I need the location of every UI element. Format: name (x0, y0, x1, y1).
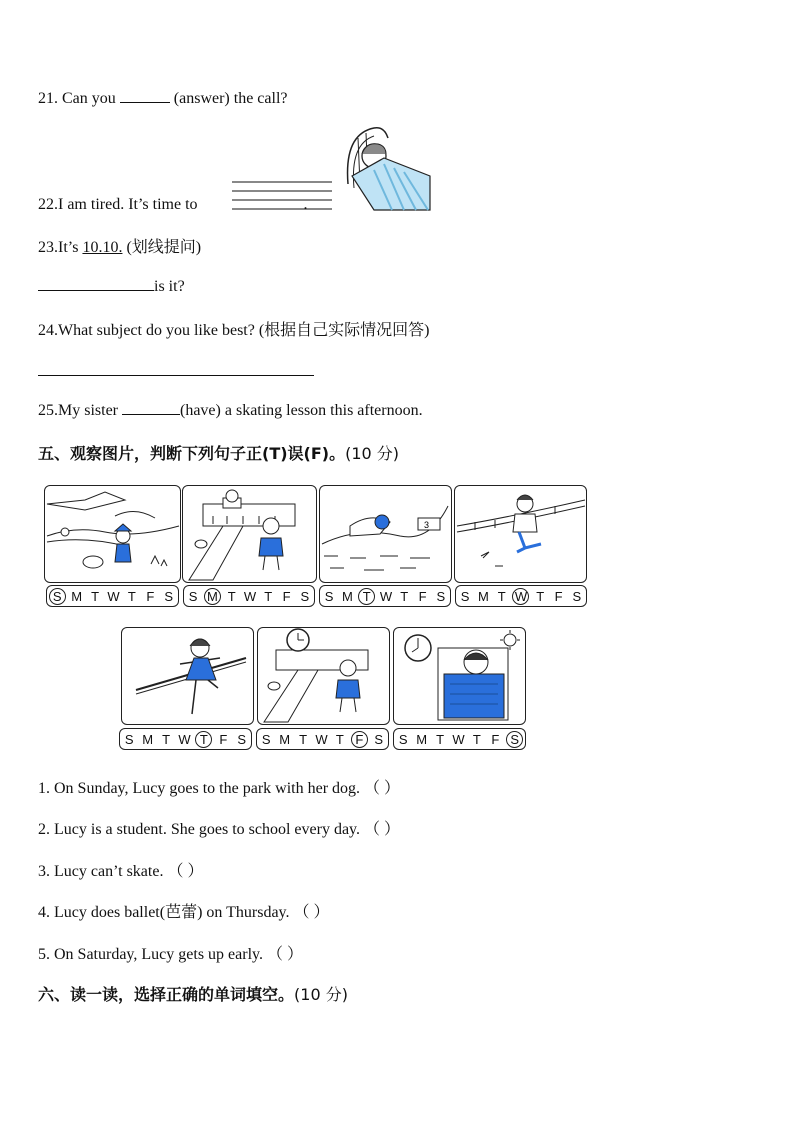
picture-school-clock (257, 627, 390, 725)
picture-park-with-dog (44, 485, 181, 583)
park-scene-icon (45, 486, 180, 582)
day-strip-4: S M T W T F S (455, 585, 587, 607)
tf-item-3: 3. Lucy can’t skate. （ ） (38, 858, 203, 881)
section-5-heading: 五、观察图片，判断下列句子正(T)误(F)。(10 分) (38, 444, 400, 463)
answer-blank[interactable] (120, 88, 170, 103)
four-line-writing-grid (230, 178, 334, 212)
question-24: 24.What subject do you like best? (根据自己实际情况回答) (38, 322, 430, 339)
skating-scene-icon (455, 486, 586, 582)
underlined-time: 10.10. (82, 239, 123, 256)
answer-paren[interactable]: （ ） (293, 904, 330, 921)
day-strip-7: S M T W T F S (393, 728, 526, 750)
day-strip-3: S M T W T F S (319, 585, 451, 607)
picture-ballet (121, 627, 254, 725)
question-25: 25.My sister (have) a skating lesson this afternoon. (38, 402, 423, 419)
sleeping-scene-icon (394, 628, 525, 724)
question-23-answer: is it? (38, 276, 185, 296)
school-clock-scene-icon (258, 628, 389, 724)
answer-paren[interactable]: （ ） (364, 780, 401, 797)
svg-text:3: 3 (424, 520, 430, 530)
ballet-scene-icon (122, 628, 253, 724)
school-scene-icon (183, 486, 316, 582)
answer-paren[interactable]: （ ） (266, 946, 303, 963)
picture-sleeping (393, 627, 526, 725)
tf-item-4: 4. Lucy does ballet(芭蕾) on Thursday. （ ） (38, 899, 330, 922)
day-strip-5: S M T W T F S (119, 728, 252, 750)
answer-paren[interactable]: （ ） (167, 863, 204, 880)
question-22: 22.I am tired. It’s time to . (38, 196, 308, 213)
answer-line[interactable] (38, 375, 314, 376)
question-21: 21. Can you (answer) the call? (38, 90, 288, 107)
question-23: 23.It’s 10.10. (划线提问) (38, 239, 202, 256)
answer-blank[interactable] (38, 276, 154, 291)
answer-blank[interactable] (122, 400, 180, 415)
tf-item-1: 1. On Sunday, Lucy goes to the park with her dog. （ ） (38, 775, 400, 798)
answer-paren[interactable]: （ ） (364, 821, 401, 838)
picture-school (182, 485, 317, 583)
day-strip-2: S M T W T F S (183, 585, 315, 607)
day-strip-6: S M T W T F S (256, 728, 389, 750)
swimming-scene-icon (320, 486, 451, 582)
sleeping-child-illustration (344, 124, 434, 212)
section-6-heading: 六、读一读，选择正确的单词填空。(10 分) (38, 985, 348, 1004)
tf-item-5: 5. On Saturday, Lucy gets up early. （ ） (38, 941, 303, 964)
day-strip-1: S M T W T F S (46, 585, 179, 607)
picture-swimming (319, 485, 452, 583)
picture-skating (454, 485, 587, 583)
tf-item-2: 2. Lucy is a student. She goes to school every day. （ ） (38, 816, 400, 839)
